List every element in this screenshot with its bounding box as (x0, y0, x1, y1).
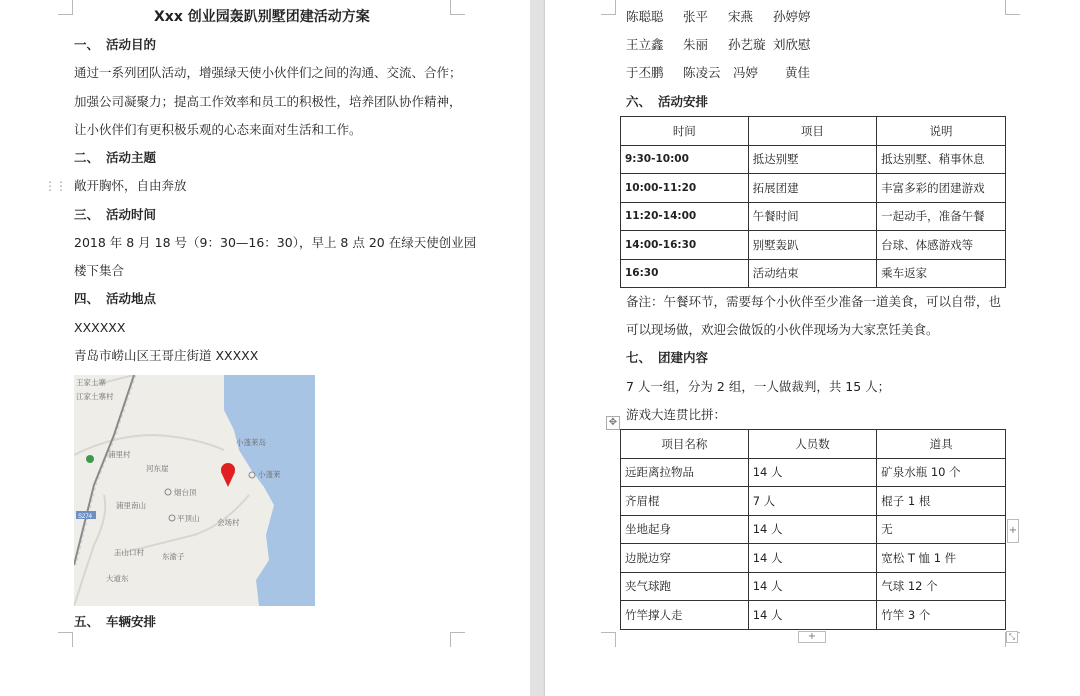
paragraph-line: 让小伙伴们有更积极乐观的心态来面对生活和工作。 (74, 122, 362, 137)
table-row (621, 231, 1006, 260)
theme-text: 敞开胸怀，自由奔放 (74, 178, 187, 193)
section-heading-schedule: 六、 活动安排 (626, 94, 709, 109)
note-line: 可以现场做，欢迎会做饭的小伙伴现场为大家烹饪美食。 (626, 322, 939, 337)
table-cell-game[interactable]: 夹气球跑 (621, 572, 749, 601)
table-cell-props[interactable]: 无 (877, 515, 1006, 544)
map-label: 大道东 (106, 574, 129, 583)
section-heading-location: 四、 活动地点 (74, 291, 157, 306)
map-label: 烟台顶 (174, 488, 197, 497)
table-cell-item[interactable]: 拓展团建 (748, 174, 876, 203)
table-cell-count[interactable]: 14 人 (748, 458, 877, 487)
name-row (626, 36, 811, 54)
table-cell-desc[interactable]: 抵达别墅、稍事休息 (877, 145, 1006, 174)
table-row (621, 601, 1006, 630)
game-intro: 游戏大连贯比拼： (626, 407, 727, 422)
crop-mark (58, 0, 73, 15)
person-name: 陈聪聪 (626, 9, 664, 24)
table-cell-props[interactable]: 棍子 1 根 (877, 487, 1006, 516)
table-cell-props[interactable]: 矿泉水瓶 10 个 (877, 458, 1006, 487)
person-name: 孙婷婷 (773, 9, 811, 24)
table-cell-game[interactable]: 坐地起身 (621, 515, 749, 544)
table-cell-props[interactable]: 宽松 T 恤 1 件 (877, 544, 1006, 573)
crop-mark (450, 0, 465, 15)
name-row (626, 8, 811, 26)
person-name: 宋燕 (728, 9, 754, 24)
person-name: 陈凌云 (683, 65, 721, 80)
table-row (621, 202, 1006, 231)
table-header-cell: 时间 (621, 117, 749, 146)
table-cell-desc[interactable]: 乘车返家 (877, 259, 1006, 288)
game-table (620, 429, 1006, 630)
table-header-cell: 人员数 (748, 430, 877, 459)
doc-title: Xxx 创业园轰趴别墅团建活动方案 (154, 9, 370, 25)
crop-mark (601, 632, 616, 647)
map-label: 浦里南山 (116, 501, 146, 510)
map-label: 河东崖 (146, 464, 169, 473)
map-label: 小蓬莱 (258, 470, 281, 479)
map-graphic (74, 375, 315, 606)
map-label: 东渝子 (162, 552, 185, 561)
table-cell-time[interactable]: 14:00-16:30 (621, 231, 749, 260)
table-cell-item[interactable]: 抵达别墅 (748, 145, 876, 174)
table-cell-time[interactable]: 9:30-10:00 (621, 145, 749, 174)
person-name: 冯婷 (733, 65, 759, 80)
table-cell-desc[interactable]: 丰富多彩的团建游戏 (877, 174, 1006, 203)
table-row (621, 458, 1006, 487)
table-header-cell: 项目 (748, 117, 876, 146)
table-cell-game[interactable]: 竹竿撑人走 (621, 601, 749, 630)
map-road-label: S274 (78, 514, 93, 520)
map-label: 会场村 (217, 518, 240, 527)
name-row (626, 64, 810, 82)
person-name: 张平 (683, 9, 709, 24)
table-cell-desc[interactable]: 一起动手，准备午餐 (877, 202, 1006, 231)
person-name: 刘欣慰 (773, 37, 811, 52)
table-header-cell: 项目名称 (621, 430, 749, 459)
table-row (621, 259, 1006, 288)
table-cell-game[interactable]: 边脱边穿 (621, 544, 749, 573)
table-row (621, 515, 1006, 544)
paragraph-line: 通过一系列团队活动，增强绿天使小伙伴们之间的沟通、交流、合作； (74, 65, 462, 80)
table-cell-time[interactable]: 16:30 (621, 259, 749, 288)
location-map (74, 375, 315, 606)
crop-mark (601, 0, 616, 15)
schedule-table (620, 116, 1006, 288)
table-row (621, 544, 1006, 573)
table-cell-time[interactable]: 11:20-14:00 (621, 202, 749, 231)
crop-mark (450, 632, 465, 647)
page-left (0, 0, 530, 696)
time-line: 楼下集合 (74, 263, 125, 278)
table-resize-icon[interactable]: ⤡ (1006, 631, 1018, 643)
table-cell-count[interactable]: 14 人 (748, 544, 877, 573)
section-heading-purpose: 一、 活动目的 (74, 37, 157, 52)
table-row (621, 145, 1006, 174)
map-label: 江家土寨村 (76, 392, 114, 401)
section-heading-theme: 二、 活动主题 (74, 150, 157, 165)
map-label: 小蓬莱岛 (236, 438, 266, 447)
table-cell-game[interactable]: 齐眉棍 (621, 487, 749, 516)
add-column-button[interactable]: + (1007, 519, 1019, 543)
table-row (621, 487, 1006, 516)
section-heading-content: 七、 团建内容 (626, 350, 709, 365)
table-header-cell: 说明 (877, 117, 1006, 146)
table-cell-desc[interactable]: 台球、体感游戏等 (877, 231, 1006, 260)
paragraph-drag-handle-icon[interactable]: ⋮⋮ (44, 179, 66, 193)
time-line: 2018 年 8 月 18 号（9：30—16：30），早上 8 点 20 在绿天使创业园 (74, 235, 477, 250)
table-cell-item[interactable]: 活动结束 (748, 259, 876, 288)
table-header-cell: 道具 (877, 430, 1006, 459)
section-heading-time: 三、 活动时间 (74, 207, 157, 222)
page-gutter (530, 0, 545, 696)
add-row-button[interactable]: + (798, 631, 826, 643)
person-name: 于丕鹏 (626, 65, 664, 80)
section-heading-vehicles: 五、 车辆安排 (74, 614, 157, 629)
table-cell-time[interactable]: 10:00-11:20 (621, 174, 749, 203)
team-line: 7 人一组，分为 2 组，一人做裁判，共 15 人； (626, 379, 891, 394)
table-cell-count[interactable]: 7 人 (748, 487, 877, 516)
table-cell-game[interactable]: 远距离拉物品 (621, 458, 749, 487)
table-cell-count[interactable]: 14 人 (748, 572, 877, 601)
note-line: 备注：午餐环节，需要每个小伙伴至少准备一道美食，可以自带，也 (626, 294, 1002, 309)
location-line: 青岛市崂山区王哥庄街道 XXXXX (74, 348, 259, 363)
table-header-row (621, 430, 1006, 459)
table-header-row (621, 117, 1006, 146)
table-row (621, 572, 1006, 601)
table-row (621, 174, 1006, 203)
map-label: 平顶山 (177, 514, 200, 523)
person-name: 黄佳 (785, 65, 811, 80)
person-name: 孙艺璇 (728, 37, 766, 52)
map-label: 王山口村 (114, 548, 144, 557)
table-cell-props[interactable]: 气球 12 个 (877, 572, 1006, 601)
person-name: 王立鑫 (626, 37, 664, 52)
location-line: XXXXXX (74, 320, 126, 335)
map-label: 浦里村 (108, 450, 131, 459)
table-cell-count[interactable]: 14 人 (748, 515, 877, 544)
person-name: 朱丽 (683, 37, 709, 52)
crop-mark (1005, 0, 1020, 15)
map-station-icon (86, 455, 94, 463)
paragraph-line: 加强公司凝聚力；提高工作效率和员工的积极性，培养团队协作精神， (74, 94, 462, 109)
table-cell-item[interactable]: 别墅轰趴 (748, 231, 876, 260)
map-label: 王家土寨 (76, 378, 106, 387)
table-move-handle-icon[interactable]: ✥ (606, 416, 620, 430)
table-cell-item[interactable]: 午餐时间 (748, 202, 876, 231)
table-cell-props[interactable]: 竹竿 3 个 (877, 601, 1006, 630)
table-cell-count[interactable]: 14 人 (748, 601, 877, 630)
crop-mark (58, 632, 73, 647)
